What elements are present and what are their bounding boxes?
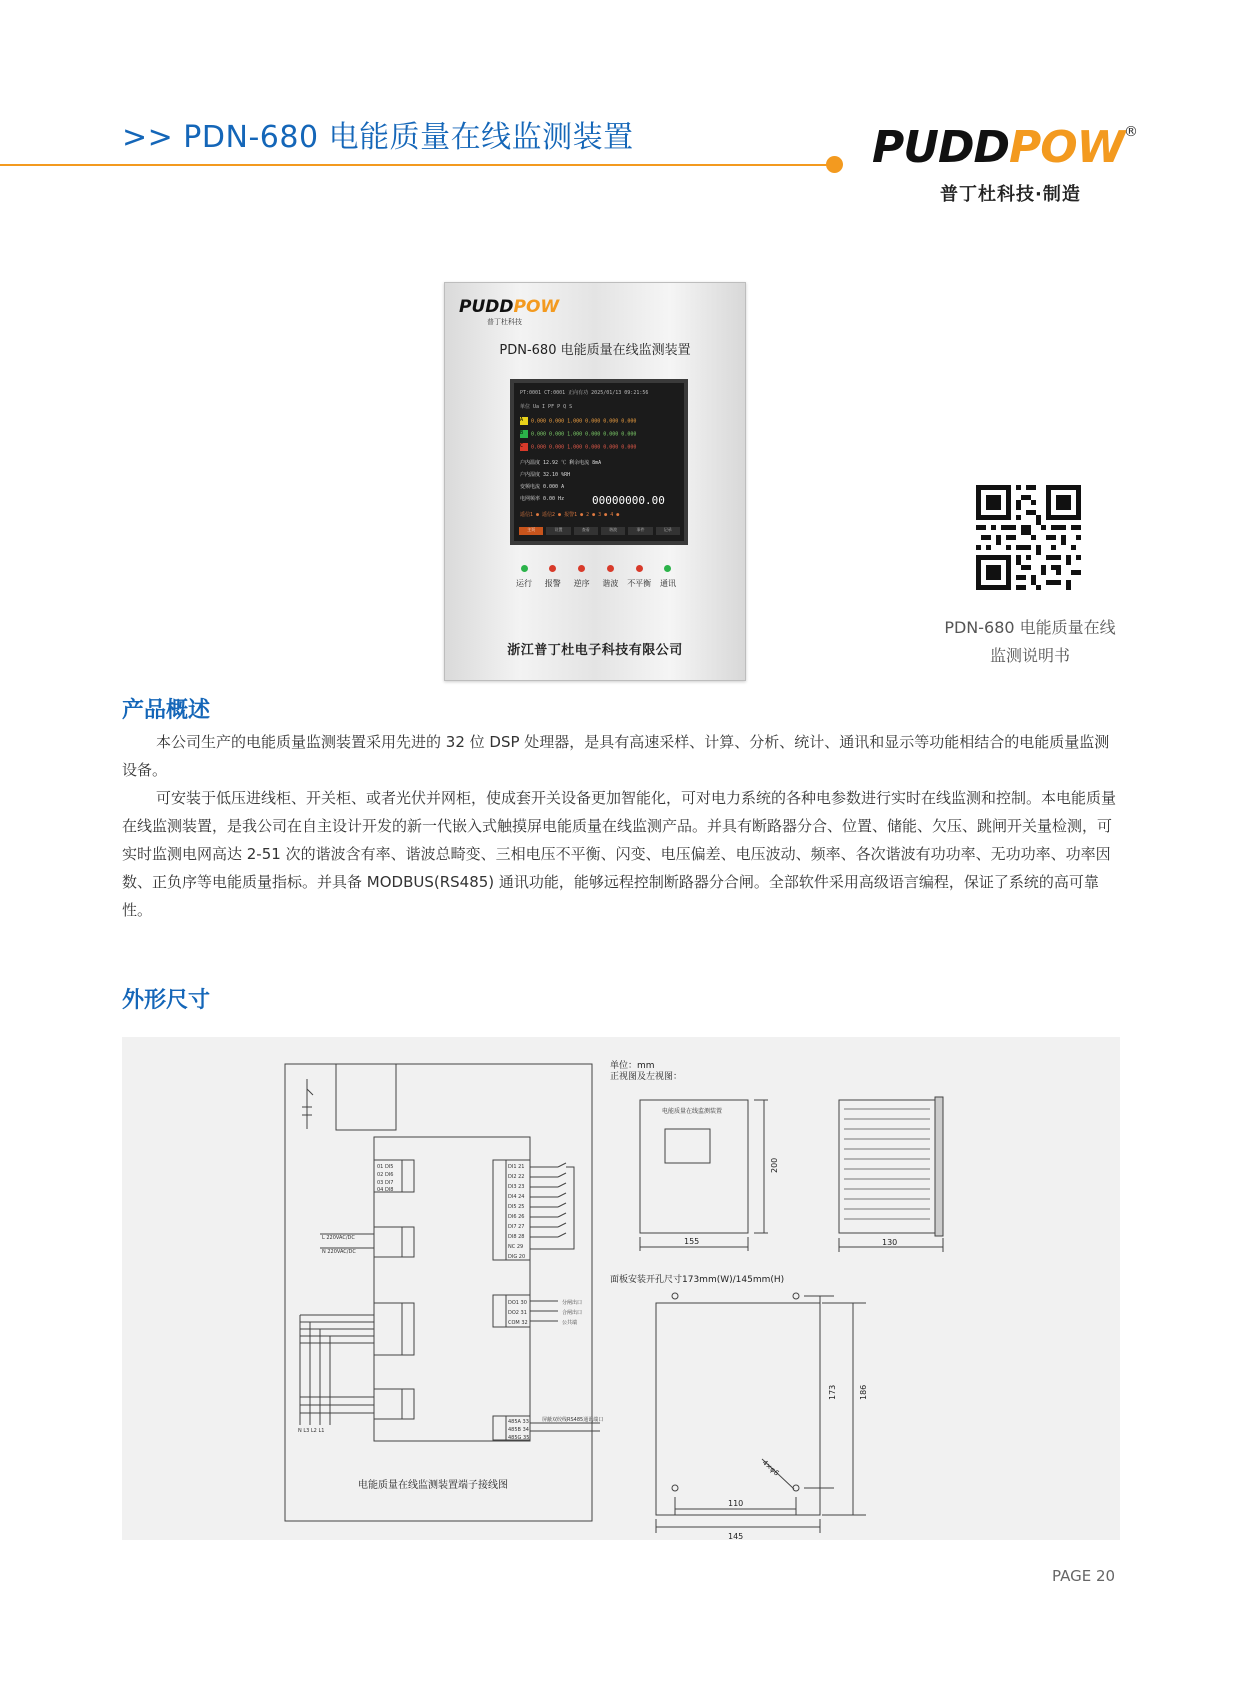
side-view	[839, 1100, 935, 1233]
screen-energy-value: 00000000.00	[592, 494, 665, 507]
mount-hole	[793, 1293, 799, 1299]
screen-button-home: 主页	[519, 527, 543, 535]
led-run	[511, 565, 537, 589]
dimension-155: 155	[684, 1237, 700, 1246]
phase-a-values: 0.000 0.000 1.000 0.000 0.000 0.000	[531, 418, 637, 425]
phase-a-badge: A	[520, 417, 528, 425]
qr-caption: 监测说明书	[989, 646, 1070, 665]
brand-logo	[872, 122, 1124, 173]
phase-b-badge: B	[520, 430, 528, 438]
section-heading-overview: 产品概述	[122, 698, 211, 723]
wiring-terminal-label: DO1 30	[508, 1300, 527, 1306]
mount-hole	[672, 1485, 678, 1491]
screen-row: 变频电流 0.000 A	[520, 484, 565, 490]
section-heading-dimensions: 外形尺寸	[122, 988, 211, 1013]
wiring-terminal-label: 04 DI8	[377, 1187, 394, 1193]
device-logo	[459, 297, 559, 317]
overview-paragraph: 本公司生产的电能质量监测装置采用先进的 32 位 DSP 处理器，是具有高速采样、计算、分析、统计、通讯和显示等功能相结合的电能质量监测设备。	[122, 733, 1110, 779]
screen-button: 事件	[628, 527, 652, 535]
screen-row: 单位 Ua I PF P Q S	[520, 404, 573, 410]
device-logo-dark: PUDD	[459, 297, 514, 317]
mount-hole	[672, 1293, 678, 1299]
led-alarm	[540, 565, 566, 589]
wiring-terminal-label: DO2 31	[508, 1310, 527, 1316]
dimension-173: 173	[828, 1384, 837, 1400]
indicator-leds	[511, 565, 681, 589]
wiring-terminal-label: 03 DI7	[377, 1180, 394, 1186]
wiring-terminal-label: DI2 22	[508, 1174, 525, 1180]
cutout-panel	[656, 1303, 820, 1515]
wiring-terminal-label: 02 DI6	[377, 1172, 394, 1178]
cutout-label: 面板安装开孔尺寸173mm(W)/145mm(H)	[610, 1275, 785, 1285]
wiring-terminal-label: 485G 35	[508, 1435, 530, 1441]
wiring-output-label: 公共端	[562, 1320, 578, 1326]
wiring-terminal-label: DI4 24	[508, 1194, 525, 1200]
dimension-drawing-svg	[122, 1037, 1120, 1540]
led-dot	[664, 565, 671, 572]
led-reverse	[569, 565, 595, 589]
device-screen	[510, 379, 688, 545]
wiring-terminal-label: NC 29	[508, 1244, 524, 1250]
screen-row: 电网频率 0.00 Hz	[520, 496, 565, 502]
led-label: 不平衡	[627, 579, 652, 588]
led-label: 谐波	[602, 579, 619, 588]
led-unbalance	[626, 565, 652, 589]
wiring-terminal-label: DI8 28	[508, 1234, 525, 1240]
screen-row: PT:0001 CT:0001 正向有功 2025/01/13 09:21:56	[520, 390, 649, 396]
screen-button: 谐波	[601, 527, 625, 535]
wiring-terminal-label: DI6 26	[508, 1214, 525, 1220]
front-view-screen	[665, 1129, 710, 1163]
wiring-output-label: 合闸出口	[562, 1310, 583, 1316]
screen-button: 设置	[546, 527, 570, 535]
wiring-terminal-label: DIG 20	[508, 1254, 526, 1260]
overview-text	[122, 728, 1120, 924]
mount-hole	[793, 1485, 799, 1491]
dimension-hole: 4×φ6	[760, 1458, 781, 1478]
unit-label: 单位：mm	[610, 1061, 655, 1071]
screen-button: 记录	[656, 527, 680, 535]
led-label: 报警	[544, 579, 561, 588]
screen-row: 户内湿度 32.10 %RH	[520, 472, 571, 478]
wiring-switch-box	[336, 1064, 396, 1130]
dimension-145: 145	[728, 1532, 744, 1540]
dimension-200: 200	[770, 1157, 779, 1173]
device-company-name: 浙江普丁杜电子科技有限公司	[507, 643, 683, 658]
qr-code-icon	[976, 485, 1081, 590]
screen-row-phase-a	[520, 417, 680, 427]
dimension-drawing	[122, 1037, 1120, 1540]
screen-row-phase-c	[520, 443, 680, 453]
front-view-panel	[640, 1100, 748, 1233]
wiring-terminal-label: 01 DI5	[377, 1164, 394, 1170]
dimension-130: 130	[882, 1238, 898, 1247]
header-divider-dot	[826, 156, 843, 173]
device-logo-orange: POW	[513, 297, 560, 317]
led-comm	[655, 565, 681, 589]
page-number: PAGE 20	[1052, 1567, 1116, 1585]
led-label: 逆序	[573, 579, 590, 588]
brand-logo-dark: PUDD	[872, 122, 1010, 173]
wiring-terminal-label: 485B 34	[508, 1427, 529, 1433]
led-dot	[549, 565, 556, 572]
screen-buttons	[519, 527, 680, 535]
screen-row-status: 遥信1 ● 遥信2 ● 报警1 ● 2 ● 3 ● 4 ●	[520, 512, 620, 518]
device-logo-sub: 普丁杜科技	[487, 318, 522, 326]
wiring-terminal-label: DI1 21	[508, 1164, 525, 1170]
header-divider	[0, 164, 828, 166]
screen-row: 户内温度 12.92 ℃ 剩余电流 8mA	[520, 460, 602, 466]
registered-mark: ®	[1124, 124, 1138, 140]
brand-logo-orange: POW	[1009, 122, 1125, 173]
wiring-lines-label: N L3 L2 L1	[298, 1428, 325, 1434]
wiring-caption: 电能质量在线监测装置端子接线图	[358, 1480, 508, 1491]
led-harmonic	[597, 565, 623, 589]
screen-row-phase-b	[520, 430, 680, 440]
led-dot	[636, 565, 643, 572]
device-photo	[444, 282, 746, 681]
wiring-output-label: 分闸出口	[562, 1300, 583, 1306]
front-view-panel-text: 电能质量在线监测装置	[662, 1108, 723, 1115]
device-title: PDN-680 电能质量在线监测装置	[499, 343, 691, 358]
overview-paragraph: 可安装于低压进线柜、开关柜、或者光伏并网柜，使成套开关设备更加智能化，可对电力系统的各种电参数进行实时在线监测和控制。本电能质量在线监测装置，是我公司在自主设计开发的新一代嵌入式触摸屏电能质量在线监测产品。并具有断路器分合、位置、储能、欠压、跳闸开关量检测，可实时监测电网高达 2-51 次的谐波含有率、谐波总畸变、三相电压不平衡、闪变、电压偏差、电压波动、频率、各次谐波有功功率、无功功率、功率因数、正负序等电能质量指标。并具备 MODBUS(RS485) 通讯功能，能够远程控制断路器分合闸。全部软件采用高级语言编程，保证了系统的高可靠性。	[122, 789, 1117, 919]
led-label: 通讯	[659, 579, 676, 588]
wiring-frame	[285, 1064, 592, 1521]
led-dot	[607, 565, 614, 572]
wiring-terminal-label: 485A 33	[508, 1419, 529, 1425]
wiring-power-label: L 220VAC/DC	[322, 1235, 355, 1241]
led-dot	[578, 565, 585, 572]
wiring-terminal-label: DI5 25	[508, 1204, 525, 1210]
dimension-186: 186	[859, 1384, 868, 1400]
led-label: 运行	[516, 579, 532, 588]
page-title: >> PDN-680 电能质量在线监测装置	[122, 120, 634, 155]
phase-c-values: 0.000 0.000 1.000 0.000 0.000 0.000	[531, 444, 637, 451]
wiring-terminal-label: COM 32	[508, 1320, 528, 1326]
wiring-terminal-label: DI7 27	[508, 1224, 525, 1230]
wiring-rs485-label: 屏蔽双绞线RS485通讯端口	[542, 1417, 604, 1423]
view-label: 正视图及左视图：	[610, 1072, 683, 1082]
led-dot	[521, 565, 528, 572]
qr-caption: PDN-680 电能质量在线	[944, 618, 1116, 637]
phase-b-values: 0.000 0.000 1.000 0.000 0.000 0.000	[531, 431, 637, 438]
wiring-power-label: N 220VAC/DC	[322, 1249, 356, 1255]
wiring-terminal-box	[374, 1137, 530, 1441]
screen-button: 查看	[574, 527, 598, 535]
wiring-terminal-label: DI3 23	[508, 1184, 525, 1190]
phase-c-badge: C	[520, 443, 528, 451]
dimension-110: 110	[728, 1499, 744, 1508]
brand-subtitle: 普丁杜科技·制造	[940, 184, 1081, 205]
